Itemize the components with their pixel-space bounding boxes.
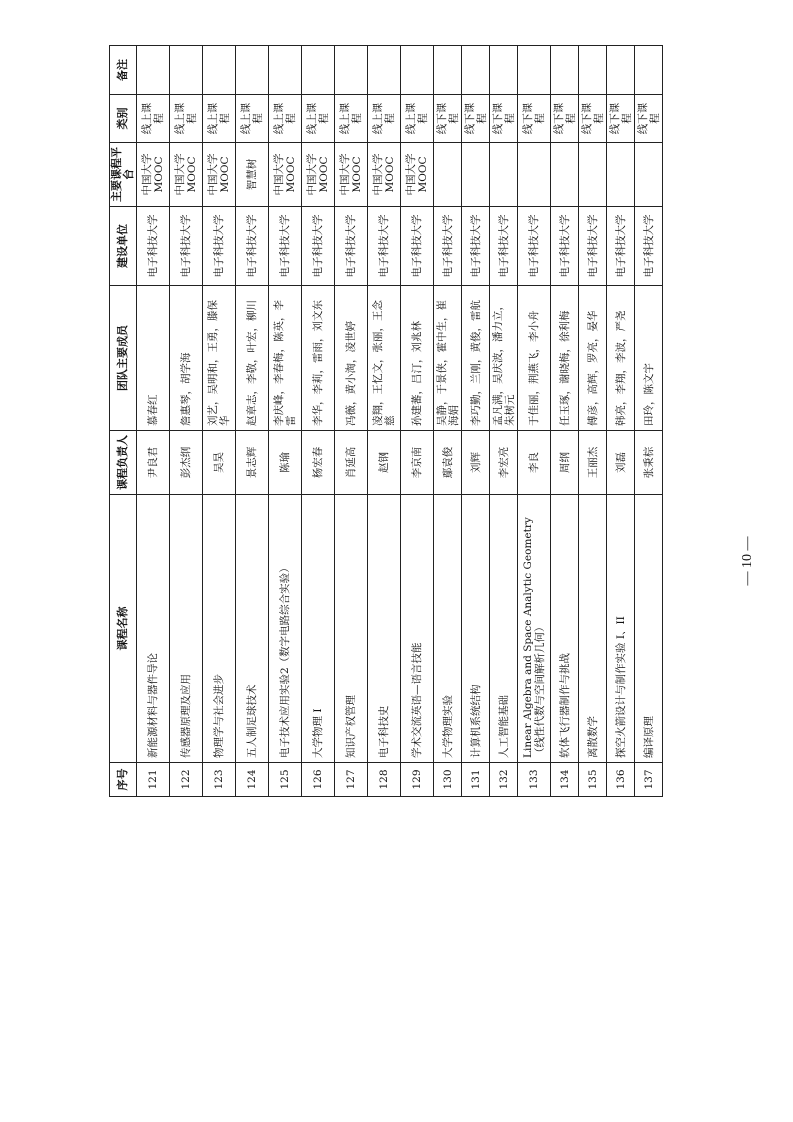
cell-type: 线下课程 [607, 95, 635, 143]
table-row [401, 46, 434, 797]
cell-note [434, 46, 462, 95]
cell-name: 探空火箭设计与制作实验 I、II [607, 495, 635, 763]
cell-platform [490, 143, 518, 207]
cell-note [302, 46, 335, 95]
cell-team: 于佳丽，荆燕飞，李小舟 [518, 286, 551, 431]
cell-name: 人工智能基础 [490, 495, 518, 763]
table-row [170, 46, 203, 797]
cell-lead: 李宏亮 [490, 431, 518, 495]
cell-unit: 电子科技大学 [137, 207, 170, 286]
cell-platform: 中国大学MOOC [269, 143, 302, 207]
table-row [203, 46, 236, 797]
table-row [635, 46, 663, 797]
cell-type: 线下课程 [579, 95, 607, 143]
cell-type: 线上课程 [302, 95, 335, 143]
cell-type: 线下课程 [434, 95, 462, 143]
table-row [302, 46, 335, 797]
table-row [434, 46, 462, 797]
cell-lead: 李良 [518, 431, 551, 495]
cell-unit: 电子科技大学 [302, 207, 335, 286]
cell-note [335, 46, 368, 95]
cell-platform: 中国大学MOOC [170, 143, 203, 207]
cell-no: 133 [518, 763, 551, 797]
cell-name: 新能源材料与器件导论 [137, 495, 170, 763]
cell-name: 五人制足球技术 [236, 495, 269, 763]
cell-team: 赵章志，李敬，叶宏，柳川 [236, 286, 269, 431]
cell-type: 线上课程 [203, 95, 236, 143]
cell-lead: 吴昊 [203, 431, 236, 495]
cell-name: 大学物理实验 [434, 495, 462, 763]
table-row [236, 46, 269, 797]
cell-team: 李华，李莉，雷雨，刘文东 [302, 286, 335, 431]
cell-note [490, 46, 518, 95]
cell-unit: 电子科技大学 [401, 207, 434, 286]
cell-name: 计算机系统结构 [462, 495, 490, 763]
cell-platform [579, 143, 607, 207]
cell-platform: 中国大学MOOC [401, 143, 434, 207]
cell-platform [635, 143, 663, 207]
course-table [109, 45, 663, 797]
cell-note [551, 46, 579, 95]
cell-lead: 周纲 [551, 431, 579, 495]
cell-no: 132 [490, 763, 518, 797]
table-row [551, 46, 579, 797]
cell-no: 136 [607, 763, 635, 797]
cell-no: 135 [579, 763, 607, 797]
cell-name: 传感器原理及应用 [170, 495, 203, 763]
cell-name: 电子技术应用实验2（数字电路综合实验） [269, 495, 302, 763]
cell-lead: 杨宏春 [302, 431, 335, 495]
cell-platform: 中国大学MOOC [137, 143, 170, 207]
cell-type: 线上课程 [401, 95, 434, 143]
cell-team: 傅彦，高辉，罗亮，晏华 [579, 286, 607, 431]
cell-team: 慕春红 [137, 286, 170, 431]
cell-lead: 尹良君 [137, 431, 170, 495]
table-row [579, 46, 607, 797]
cell-unit: 电子科技大学 [462, 207, 490, 286]
cell-team: 孟凡满，吴庆波，潘力立，朱树元 [490, 286, 518, 431]
table-row [137, 46, 170, 797]
cell-no: 129 [401, 763, 434, 797]
cell-type: 线下课程 [551, 95, 579, 143]
header-cell: 类别 [110, 95, 137, 143]
cell-note [635, 46, 663, 95]
cell-no: 131 [462, 763, 490, 797]
cell-no: 137 [635, 763, 663, 797]
cell-lead: 张秉棕 [635, 431, 663, 495]
cell-note [462, 46, 490, 95]
cell-platform [462, 143, 490, 207]
cell-lead: 彭杰纲 [170, 431, 203, 495]
cell-platform: 中国大学MOOC [302, 143, 335, 207]
cell-type: 线上课程 [137, 95, 170, 143]
cell-lead: 景志辉 [236, 431, 269, 495]
cell-name: 物理学与社会进步 [203, 495, 236, 763]
table-row [462, 46, 490, 797]
cell-platform: 中国大学MOOC [368, 143, 401, 207]
cell-no: 134 [551, 763, 579, 797]
cell-type: 线上课程 [335, 95, 368, 143]
cell-team: 李庆峰，李春梅，陈英，李雷 [269, 286, 302, 431]
cell-team: 吴静，于景侠，霍中生，崔海娟 [434, 286, 462, 431]
cell-lead: 李京南 [401, 431, 434, 495]
cell-note [579, 46, 607, 95]
cell-name: Linear Algebra and Space Analytic Geometry（线性代数与空间解析几何） [518, 495, 551, 763]
cell-team: 田玲，陈文宇 [635, 286, 663, 431]
cell-lead: 赵钢 [368, 431, 401, 495]
cell-note [269, 46, 302, 95]
cell-unit: 电子科技大学 [236, 207, 269, 286]
cell-platform [518, 143, 551, 207]
cell-type: 线上课程 [236, 95, 269, 143]
cell-unit: 电子科技大学 [579, 207, 607, 286]
cell-type: 线上课程 [368, 95, 401, 143]
cell-unit: 电子科技大学 [368, 207, 401, 286]
cell-team: 孙建蕃，吕汀，刘兆林 [401, 286, 434, 431]
cell-no: 124 [236, 763, 269, 797]
header-row [110, 46, 137, 797]
cell-unit: 电子科技大学 [518, 207, 551, 286]
cell-platform: 中国大学MOOC [203, 143, 236, 207]
cell-lead: 肖延高 [335, 431, 368, 495]
cell-note [368, 46, 401, 95]
cell-name: 离散数学 [579, 495, 607, 763]
header-cell: 课程负责人 [110, 431, 137, 495]
cell-note [401, 46, 434, 95]
cell-no: 130 [434, 763, 462, 797]
cell-type: 线上课程 [269, 95, 302, 143]
cell-note [203, 46, 236, 95]
cell-unit: 电子科技大学 [269, 207, 302, 286]
cell-platform: 智慧树 [236, 143, 269, 207]
cell-unit: 电子科技大学 [635, 207, 663, 286]
header-cell: 主要课程平台 [110, 143, 137, 207]
cell-unit: 电子科技大学 [335, 207, 368, 286]
cell-name: 电子科技史 [368, 495, 401, 763]
cell-team: 李巧勤，兰刚，黄俊，雷航 [462, 286, 490, 431]
cell-name: 编译原理 [635, 495, 663, 763]
header-cell: 课程名称 [110, 495, 137, 763]
cell-no: 121 [137, 763, 170, 797]
cell-note [170, 46, 203, 95]
cell-no: 123 [203, 763, 236, 797]
cell-name: 学术交流英语—语言技能 [401, 495, 434, 763]
table-row [518, 46, 551, 797]
cell-unit: 电子科技大学 [607, 207, 635, 286]
cell-no: 122 [170, 763, 203, 797]
header-cell: 序号 [110, 763, 137, 797]
cell-note [607, 46, 635, 95]
header-cell: 备注 [110, 46, 137, 95]
cell-platform [607, 143, 635, 207]
cell-unit: 电子科技大学 [203, 207, 236, 286]
cell-lead: 陈瑜 [269, 431, 302, 495]
cell-team: 冯薇，黄小淘，凌世婷 [335, 286, 368, 431]
cell-unit: 电子科技大学 [551, 207, 579, 286]
table-row [335, 46, 368, 797]
cell-name: 软体飞行器制作与挑战 [551, 495, 579, 763]
cell-team: 任玉琢，谢晓梅，徐利梅 [551, 286, 579, 431]
cell-no: 127 [335, 763, 368, 797]
page-number: — 10 — [740, 536, 755, 586]
cell-type: 线上课程 [170, 95, 203, 143]
header-cell: 建设单位 [110, 207, 137, 286]
cell-unit: 电子科技大学 [434, 207, 462, 286]
cell-type: 线下课程 [462, 95, 490, 143]
cell-lead: 鄢袁俊 [434, 431, 462, 495]
header-cell: 团队主要成员 [110, 286, 137, 431]
cell-platform [434, 143, 462, 207]
table-row [607, 46, 635, 797]
cell-unit: 电子科技大学 [490, 207, 518, 286]
table-row [490, 46, 518, 797]
cell-lead: 刘辉 [462, 431, 490, 495]
cell-lead: 王丽杰 [579, 431, 607, 495]
cell-team: 刘艺，吴明和，王勇，滕保华 [203, 286, 236, 431]
cell-note [518, 46, 551, 95]
cell-team: 韩亮，李翔，李波，严尧 [607, 286, 635, 431]
table-row [368, 46, 401, 797]
cell-type: 线下课程 [490, 95, 518, 143]
cell-type: 线下课程 [518, 95, 551, 143]
cell-note [236, 46, 269, 95]
cell-name: 大学物理 I [302, 495, 335, 763]
cell-type: 线下课程 [635, 95, 663, 143]
cell-note [137, 46, 170, 95]
table-row [269, 46, 302, 797]
cell-platform [551, 143, 579, 207]
cell-team: 詹惠琴，胡学海 [170, 286, 203, 431]
cell-team: 凌翔，王忆文，张丽，王念慈 [368, 286, 401, 431]
cell-name: 知识产权管理 [335, 495, 368, 763]
cell-no: 125 [269, 763, 302, 797]
cell-platform: 中国大学MOOC [335, 143, 368, 207]
cell-unit: 电子科技大学 [170, 207, 203, 286]
cell-no: 128 [368, 763, 401, 797]
cell-no: 126 [302, 763, 335, 797]
cell-lead: 刘磊 [607, 431, 635, 495]
